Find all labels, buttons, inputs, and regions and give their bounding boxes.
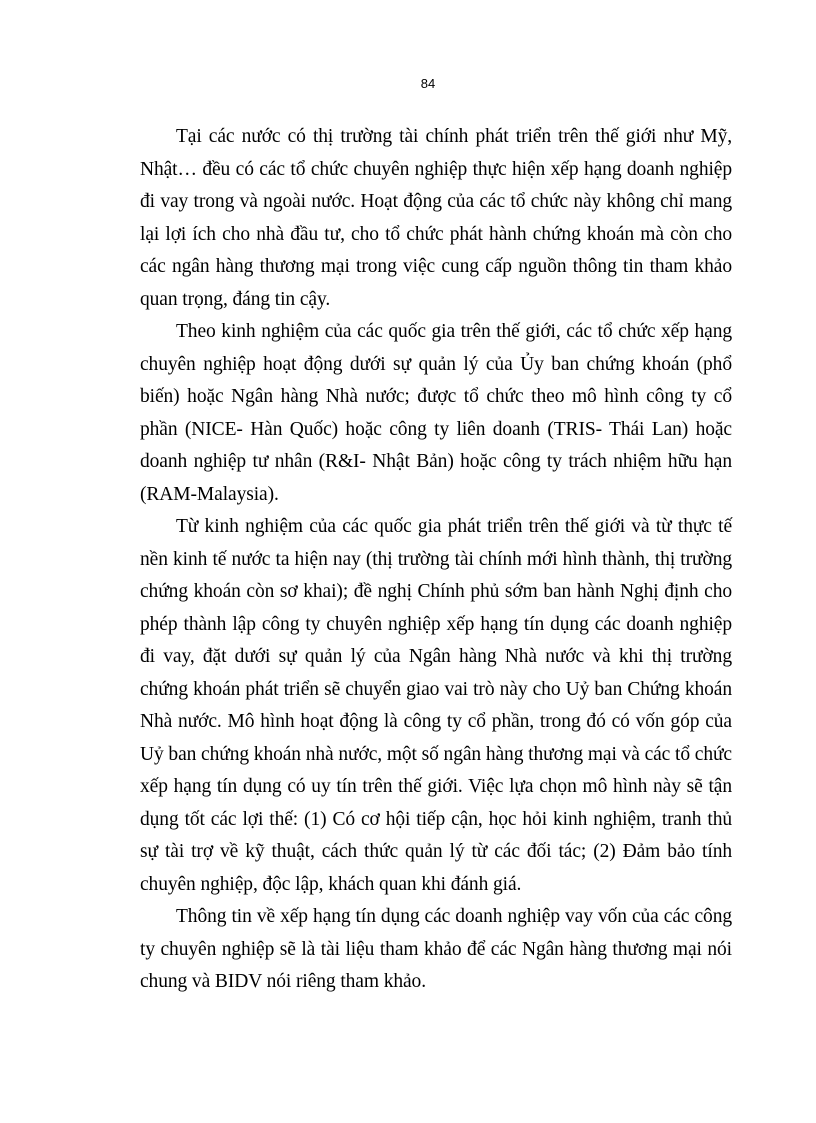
paragraph-4: Thông tin về xếp hạng tín dụng các doanh nghiệp vay vốn của các công ty chuyên nghiệp sẽ là tài liệu tham khảo để các Ngân hàng thương mại nói chung và BIDV nói riêng tham khảo. xyxy=(140,906,732,992)
page-number: 84 xyxy=(420,76,436,91)
paragraph-3: Từ kinh nghiệm của các quốc gia phát triển trên thế giới và từ thực tế nền kinh tế nước ta hiện nay (thị trường tài chính mới hình thành, thị trường chứng khoán còn sơ khai); đề nghị Chính phủ sớm ban hành Nghị định cho phép thành lập công ty chuyên nghiệp xếp hạng tín dụng các doanh nghiệp đi vay, đặt dưới sự quản lý của Ngân hàng Nhà nước và khi thị trường chứng khoán phát triển sẽ chuyển giao vai trò này cho Uỷ ban Chứng khoán Nhà nước. Mô hình hoạt động là công ty cổ phần, trong đó có vốn góp của Uỷ ban chứng khoán nhà nước, một số ngân hàng thương mại và các tổ chức xếp hạng tín dụng có uy tín trên thế giới. Việc lựa chọn mô hình này sẽ tận dụng tốt các lợi thế: (1) Có cơ hội tiếp cận, học hỏi kinh nghiệm, tranh thủ sự tài trợ về kỹ thuật, cách thức quản lý từ các đối tác; (2) Đảm bảo tính chuyên nghiệp, độc lập, khách quan khi đánh giá. xyxy=(140,516,732,895)
paragraph-1: Tại các nước có thị trường tài chính phát triển trên thế giới như Mỹ, Nhật… đều có các tổ chức chuyên nghiệp thực hiện xếp hạng doanh nghiệp đi vay trong và ngoài nước. Hoạt động của các tổ chức này không chỉ mang lại lợi ích cho nhà đầu tư, cho tổ chức phát hành chứng khoán mà còn cho các ngân hàng thương mại trong việc cung cấp nguồn thông tin tham khảo quan trọng, đáng tin cậy. xyxy=(140,126,732,310)
paragraph-2: Theo kinh nghiệm của các quốc gia trên thế giới, các tổ chức xếp hạng chuyên nghiệp hoạt động dưới sự quản lý của Ủy ban chứng khoán (phổ biến) hoặc Ngân hàng Nhà nước; được tổ chức theo mô hình công ty cổ phần (NICE- Hàn Quốc) hoặc công ty liên doanh (TRIS- Thái Lan) hoặc doanh nghiệp tư nhân (R&I- Nhật Bản) hoặc công ty trách nhiệm hữu hạn (RAM-Malaysia). xyxy=(140,321,732,505)
body-text xyxy=(140,121,732,999)
